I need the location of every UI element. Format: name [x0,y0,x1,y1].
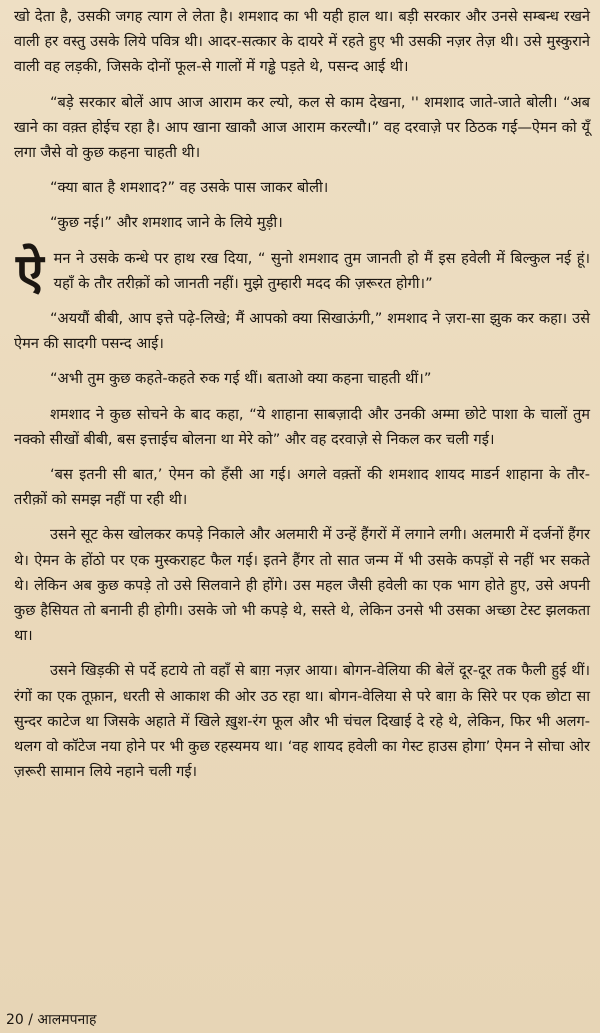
paragraph-3: “क्या बात है शमशाद?” वह उसके पास जाकर बोली। [50,179,329,197]
paragraph-4: “कुछ नई।” और शमशाद जाने के लिये मुड़ी। [50,214,283,232]
paragraph-2: “बड़े सरकार बोलें आप आज आराम कर ल्यो, कल से काम देखना, '' शमशाद जाते-जाते बोली। “अब खाने का वक़्त होईच रहा है। आप खाना खाकौ आज आराम करल्यौ।” वह दरवाज़े पर ठिठक गई—ऐमन को यूँ लगा जैसे वो कुछ कहना चाहती थी। [14,93,590,162]
paragraph-8: शमशाद ने कुछ सोचने के बाद कहा, “ये शाहाना साबज़ादी और उनकी अम्मा छोटे पाशा के चालों तुम नक्को सीखों बीबी, बस इत्ताईच बोलना था मेरे को” और वह दरवाज़े से निकल कर चली गई। [14,405,590,448]
page-footer: 20 / आलमपनाह [6,1012,97,1028]
paragraph-10: उसने सूट केस खोलकर कपड़े निकाले और अलमारी में उन्हें हैंगरों में लगाने लगी। अलमारी में दर्जनों हैंगर थे। ऐमन के होंठो पर एक मुस्कराहट फैल गई। इतने हैंगर तो सात जन्म में भी उसके कपड़ों से नहीं भर सकते थे। लेकिन अब कुछ कपड़े तो उसे सिलवाने ही होंगे। उस महल जैसी हवेली का एक भाग होते हुए, उसे अपनी कुछ हैसियत तो बनानी ही होगी। उसके जो भी कपड़े थे, सस्ते थे, लेकिन उनसे भी उसका अच्छा टेस्ट झलकता था। [14,526,590,645]
paragraph-1: खो देता है, उसकी जगह त्याग ले लेता है। शमशाद का भी यही हाल था। बड़ी सरकार और उनसे सम्बन्ध रखने वाली हर वस्तु उसके लिये पवित्र थी। आदर-सत्कार के दायरे में रहते हुए भी उसकी नज़र तेज़ थी। उसे मुस्कुराने वाली वह लड़की, जिसके दोनों फूल-से गालों में गड्ढे पड़ते थे, पसन्द आई थी। [14,8,590,76]
paragraph-11: उसने खिड़की से पर्दे हटाये तो वहाँ से बाग़ नज़र आया। बोगन-वेलिया की बेलें दूर-दूर तक फैली हुई थीं। रंगों का एक तूफ़ान, धरती से आकाश की ओर उठ रहा था। बोगन-वेलिया से परे बाग़ के सिरे पर एक छोटा सा सुन्दर काटेज था जिसके अहाते में खिले ख़ुश-रंग फूल और भी चंचल दिखाई दे रहे थे, लेकिन, फिर भी अलग-थलग वो कॉटेज नया होने पर भी कुछ रहस्यमय था। ‘वह शायद हवेली का गेस्ट हाउस होगा’ ऐमन ने सोचा ओर ज़रूरी सामान लिये नहाने चली गई। [14,662,590,781]
paragraph-9: ‘बस इतनी सी बात,’ ऐमन को हँसी आ गई। अगले वक़्तों की शमशाद शायद माडर्न शाहाना के तौर-तरीक़ों को समझ नहीं पा रही थी। [14,466,590,509]
paragraph-7: “अभी तुम कुछ कहते-कहते रुक गई थीं। बताओ क्या कहना चाहती थीं।” [50,370,432,388]
paragraph-5 [14,241,590,301]
paragraph-6: “अययौं बीबी, आप इत्ते पढ़े-लिखे; मैं आपको क्या सिखाऊंगी,” शमशाद ने ज़रा-सा झुक कर कहा। उसे ऐमन की सादगी पसन्द आई। [14,310,590,353]
drop-cap-letter: ऐ [16,241,44,301]
paragraph-5-text: मन ने उसके कन्धे पर हाथ रख दिया, “ सुनो शमशाद तुम जानती हो मैं इस हवेली में बिल्कुल नई हूं। यहाँ के तौर तरीक़ों को जानती नहीं। मुझे तुम्हारी मदद की ज़रूरत होगी।” [53,249,590,292]
